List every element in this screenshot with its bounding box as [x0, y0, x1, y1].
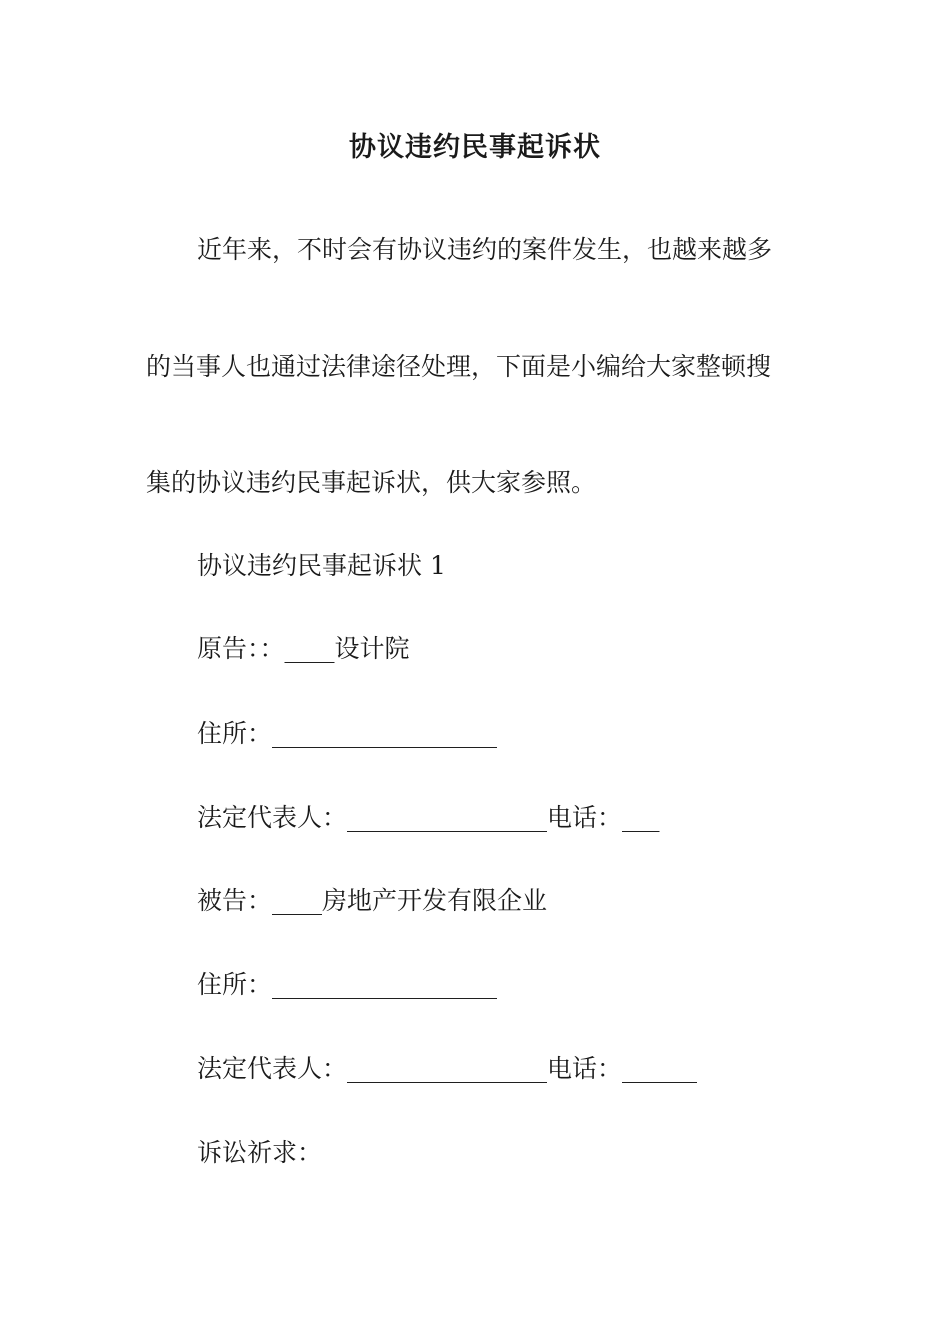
- intro-paragraph-line-1: 近年来，不时会有协议违约的案件发生，也越来越多: [197, 235, 773, 264]
- plaintiff-representative-line: 法定代表人：________________电话：___: [197, 803, 660, 832]
- defendant-line: 被告：____房地产开发有限企业: [197, 886, 548, 915]
- intro-paragraph-line-2: 的当事人也通过法律途径处理，下面是小编给大家整顿搜: [146, 352, 772, 381]
- plaintiff-line: 原告：：____设计院: [197, 634, 410, 663]
- intro-paragraph-line-3: 集的协议违约民事起诉状，供大家参照。: [146, 468, 597, 497]
- plaintiff-address-line: 住所：__________________: [197, 719, 498, 748]
- document-title: 协议违约民事起诉状: [349, 132, 601, 163]
- defendant-address-line: 住所：__________________: [197, 970, 498, 999]
- defendant-representative-line: 法定代表人：________________电话：______: [197, 1054, 698, 1083]
- claims-heading: 诉讼祈求：: [197, 1138, 323, 1167]
- section-heading: 协议违约民事起诉状 1: [197, 551, 446, 580]
